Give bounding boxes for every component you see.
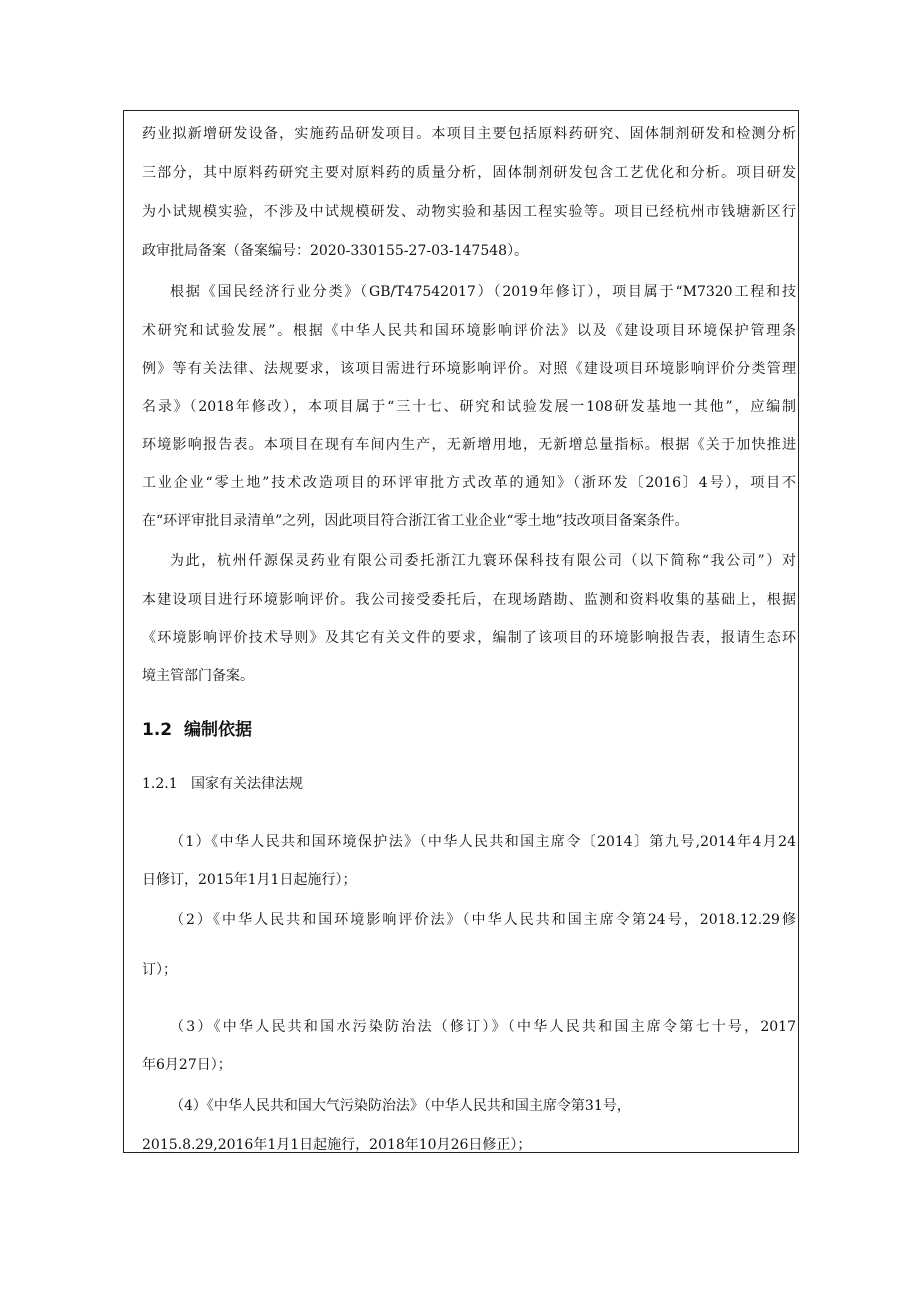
paragraph-1-line: 政审批局备案（备案编号：2020-330155-27-03-147548）。	[142, 243, 529, 259]
law-item-line: 订）；	[142, 962, 177, 978]
paragraph-2-line: 例》等有关法律、法规要求，该项目需进行环境影响评价。对照《建设项目环境影响评价分类管理	[142, 361, 796, 377]
subsection-heading	[142, 773, 303, 793]
paragraph-1-line: 为小试规模实验，不涉及中试规模研发、动物实验和基因工程实验等。项目已经杭州市钱塘新区行	[142, 204, 796, 220]
paragraph-2-line: 工业企业“零土地”技术改造项目的环评审批方式改革的通知》（浙环发〔2016〕4号），项目不	[142, 475, 796, 491]
paragraph-1-line: 药业拟新增研发设备，实施药品研发项目。本项目主要包括原料药研究、固体制剂研发和检测分析	[142, 126, 796, 142]
paragraph-3-line: 《环境影响评价技术导则》及其它有关文件的要求，编制了该项目的环境影响报告表，报请生态环	[142, 630, 796, 646]
law-item-line: （2）《中华人民共和国环境影响评价法》（中华人民共和国主席令第24号，2018.12.29修	[170, 912, 796, 928]
paragraph-3-line: 本建设项目进行环境影响评价。我公司接受委托后，在现场踏勘、监测和资料收集的基础上，根据	[142, 592, 796, 608]
law-item-line: （1）《中华人民共和国环境保护法》（中华人民共和国主席令〔2014〕第九号,2014年4月24	[170, 834, 796, 850]
section-number: 1.2	[142, 720, 173, 740]
law-item-line: （3）《中华人民共和国水污染防治法（修订）》（中华人民共和国主席令第七十号，2017	[170, 1019, 796, 1035]
paragraph-2-line: 在“环评审批目录清单”之列，因此项目符合浙江省工业企业“零土地”技改项目备案条件。	[142, 513, 689, 529]
subsection-title: 国家有关法律法规	[190, 776, 303, 792]
paragraph-3-line: 境主管部门备案。	[142, 668, 254, 684]
subsection-number: 1.2.1	[142, 776, 178, 792]
section-title: 编制依据	[183, 720, 252, 740]
law-item-line: 年6月27日）；	[142, 1057, 232, 1073]
paragraph-2-line: 术研究和试验发展”。根据《中华人民共和国环境影响评价法》以及《建设项目环境保护管理条	[142, 323, 796, 339]
paragraph-2-line: 根据《国民经济行业分类》（GB/T47542017）（2019年修订），项目属于“M7320工程和技	[170, 284, 796, 300]
paragraph-2-line: 环境影响报告表。本项目在现有车间内生产，无新增用地，无新增总量指标。根据《关于加快推进	[142, 437, 796, 453]
law-item-line: 日修订，2015年1月1日起施行）；	[142, 872, 357, 888]
paragraph-1-line: 三部分，其中原料药研究主要对原料药的质量分析，固体制剂研发包含工艺优化和分析。项目研发	[142, 165, 796, 181]
paragraph-3-line: 为此，杭州仟源保灵药业有限公司委托浙江九寰环保科技有限公司（以下简称“我公司”）对	[170, 553, 796, 569]
paragraph-2-line: 名录》（2018年修改），本项目属于“三十七、研究和试验发展一108研发基地一其他”，应编制	[142, 399, 796, 415]
law-item-line: （4）《中华人民共和国大气污染防治法》（中华人民共和国主席令第31号，	[170, 1098, 631, 1114]
law-item-line: 2015.8.29,2016年1月1日起施行，2018年10月26日修正）；	[142, 1137, 532, 1153]
section-heading	[142, 715, 252, 740]
